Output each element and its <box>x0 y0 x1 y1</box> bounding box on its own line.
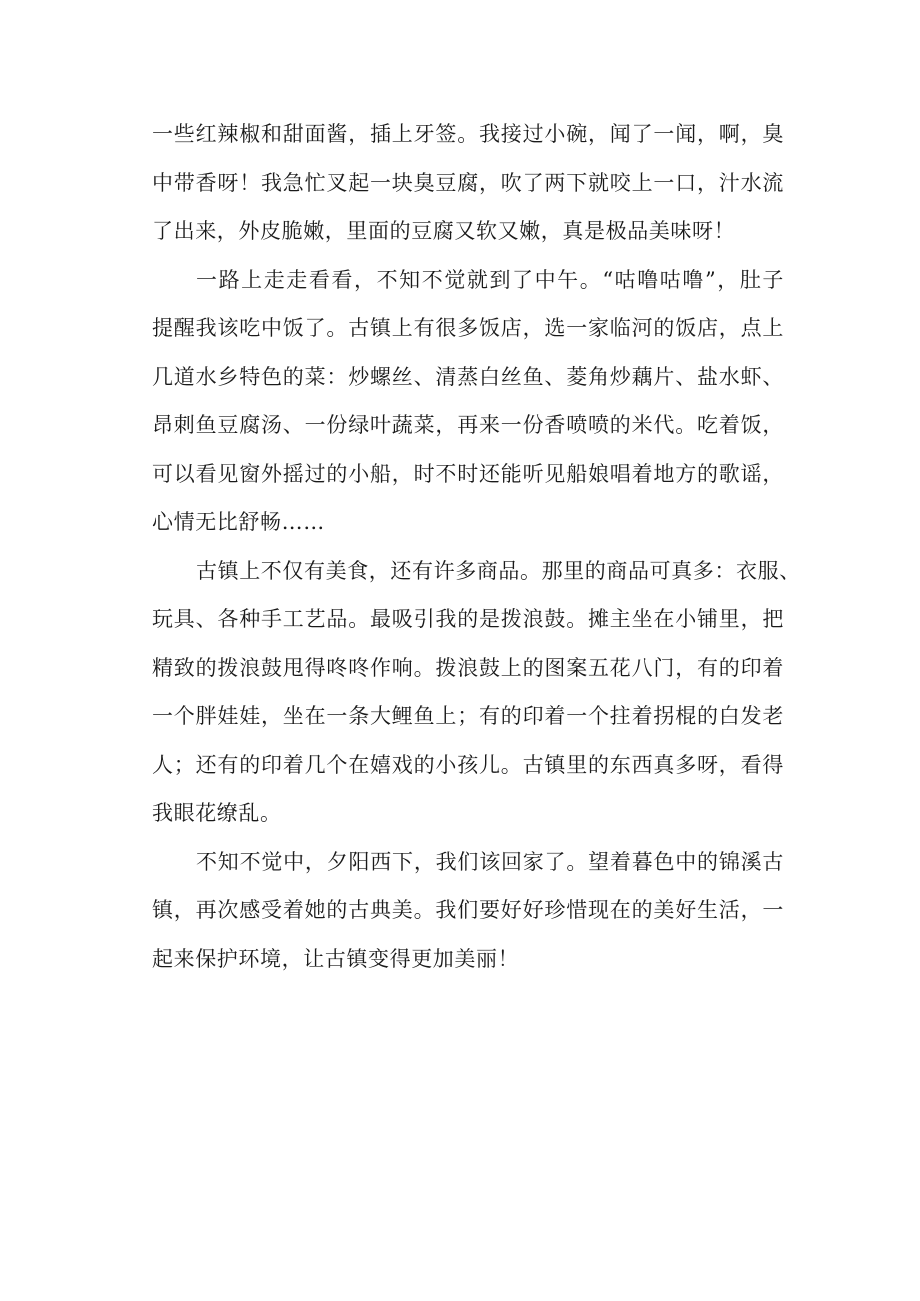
text-line: 中带香呀！我急忙叉起一块臭豆腐，吹了两下就咬上一口，汁水流 <box>152 170 784 195</box>
text-line: 不知不觉中，夕阳西下，我们该回家了。望着暮色中的锦溪古 <box>196 849 784 874</box>
paragraph-goods <box>152 547 801 838</box>
text-line: 可以看见窗外摇过的小船，时不时还能听见船娘唱着地方的歌谣， <box>152 461 784 486</box>
text-line: 一个胖娃娃，坐在一条大鲤鱼上；有的印着一个拄着拐棍的白发老 <box>152 704 784 728</box>
text-line: 我眼花缭乱。 <box>152 801 282 825</box>
text-line: 提醒我该吃中饭了。古镇上有很多饭店，选一家临河的饭店，点上 <box>152 316 784 340</box>
text-line: 古镇上不仅有美食，还有许多商品。那里的商品可真多：衣服、 <box>196 558 801 583</box>
text-line: 人；还有的印着几个在嬉戏的小孩儿。古镇里的东西真多呀，看得 <box>152 752 784 777</box>
text-line: 起来保护环境，让古镇变得更加美丽！ <box>152 946 520 971</box>
paragraph-lunch <box>152 256 784 547</box>
text-line: 一路上走走看看，不知不觉就到了中午。“咕噜咕噜”，肚子 <box>196 267 784 292</box>
text-line: 精致的拨浪鼓甩得咚咚作响。拨浪鼓上的图案五花八门，有的印着 <box>152 655 784 680</box>
paragraph-stinky-tofu <box>152 110 784 256</box>
text-line: 镇，再次感受着她的古典美。我们要好好珍惜现在的美好生活，一 <box>152 898 784 922</box>
text-line: 几道水乡特色的菜：炒螺丝、清蒸白丝鱼、菱角炒藕片、盐水虾、 <box>152 364 784 389</box>
text-line: 了出来，外皮脆嫩，里面的豆腐又软又嫩，真是极品美味呀！ <box>152 219 736 243</box>
text-line: 玩具、各种手工艺品。最吸引我的是拨浪鼓。摊主坐在小铺里，把 <box>152 607 784 631</box>
document-body <box>152 110 801 983</box>
text-line: 昂刺鱼豆腐汤、一份绿叶蔬菜，再来一份香喷喷的米代。吃着饭， <box>152 413 784 437</box>
text-line: 一些红辣椒和甜面酱，插上牙签。我接过小碗，闻了一闻，啊，臭 <box>152 122 784 146</box>
paragraph-sunset <box>152 838 784 984</box>
text-line: 心情无比舒畅…… <box>152 510 325 534</box>
